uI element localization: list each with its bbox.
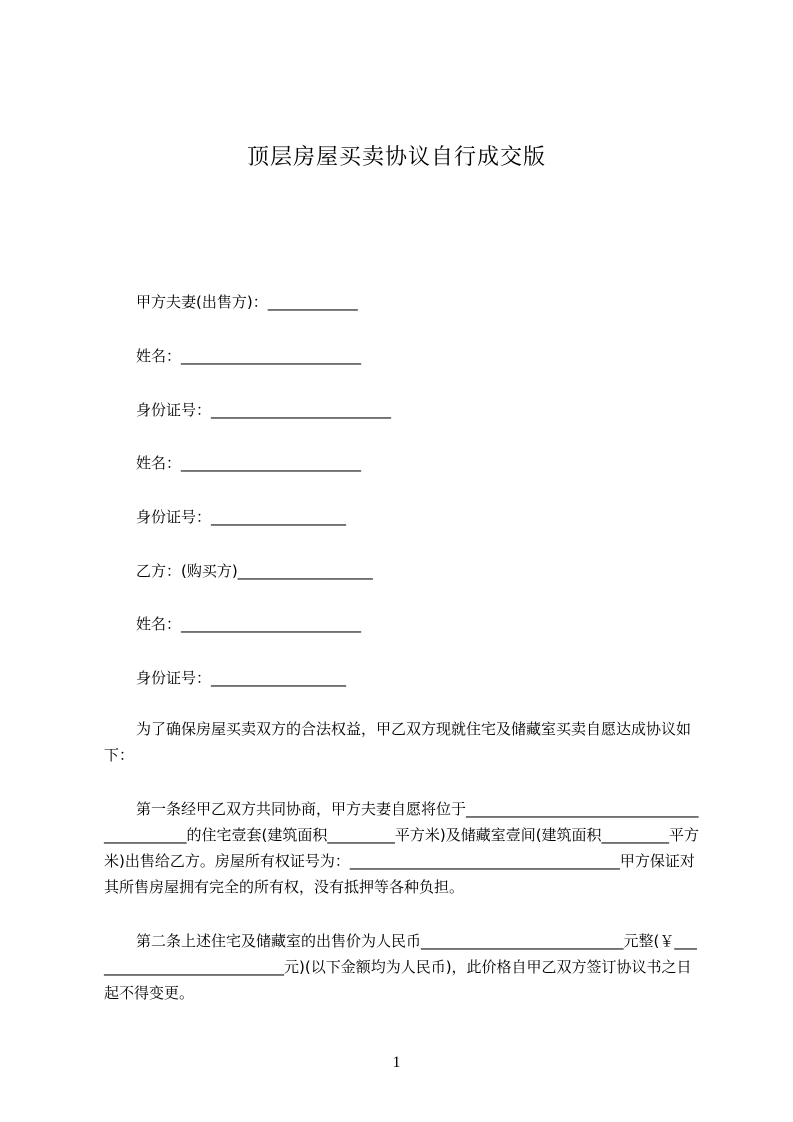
seller-id-field-1: 身份证号：________________________ xyxy=(136,401,392,419)
buyer-id-field: 身份证号：__________________ xyxy=(136,669,347,687)
buyer-name-field: 姓名：________________________ xyxy=(136,615,362,633)
document-title: 顶层房屋买卖协议自行成交版 xyxy=(246,145,546,170)
seller-name-field-1: 姓名：________________________ xyxy=(136,347,362,365)
buyer-field: 乙方：(购买方)__________________ xyxy=(136,562,373,580)
article-2-paragraph: 第二条上述住宅及储藏室的出售价为人民币___________________________元整(￥___________________________元)(以下金额均为人民币)，此价格自甲乙双方签订协议书之日起不得变更。 xyxy=(104,932,697,1002)
seller-name-field-2: 姓名：________________________ xyxy=(136,454,362,472)
seller-field: 甲方夫妻(出售方)：____________ xyxy=(136,293,358,311)
article-1-paragraph: 第一条经甲乙双方共同协商，甲方夫妻自愿将位于__________________________________________的住宅壹套(建筑面积_________平方米)及储藏室壹间(建筑面积_________平方米)出售给乙方。房屋所有权证号为：____________________________________甲方保证对其所售房屋拥有完全的所有权，没有抵押等各种负担。 xyxy=(104,800,700,896)
intro-paragraph: 为了确保房屋买卖双方的合法权益，甲乙双方现就住宅及储藏室买卖自愿达成协议如下： xyxy=(104,720,692,764)
seller-id-field-2: 身份证号：__________________ xyxy=(136,508,347,526)
page-number: 1 xyxy=(392,1054,401,1071)
